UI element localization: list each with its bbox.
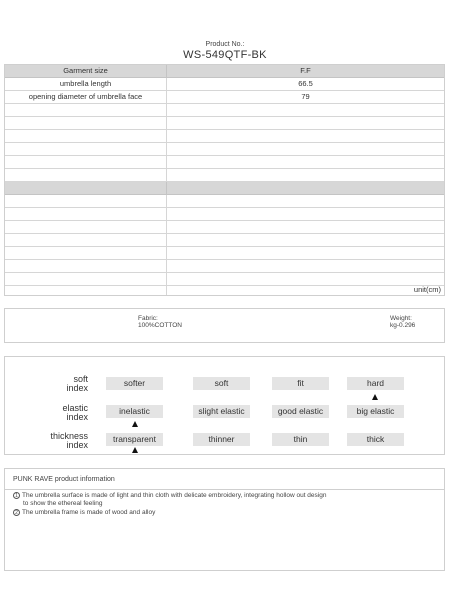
table-row [5, 91, 444, 104]
row-label [5, 260, 167, 272]
row-value-empty [167, 286, 444, 295]
note-2 [13, 509, 155, 517]
row-label [5, 117, 167, 129]
note-1-line1: The umbrella surface is made of light and thin cloth with delicate embroidery, integrating hollow out design [22, 492, 327, 499]
row-value [167, 208, 444, 220]
row-label [5, 182, 167, 194]
thickness-option-thin: thin [272, 433, 329, 446]
row-value [167, 117, 444, 129]
row-label [5, 234, 167, 246]
row-label [5, 208, 167, 220]
table-row [5, 247, 444, 260]
elastic-option-big-elastic: big elastic [347, 405, 404, 418]
row-value: 79 [301, 92, 310, 101]
thickness-index-label-line1: thickness [50, 431, 88, 441]
soft-option-hard: hard [347, 377, 404, 390]
thickness-option-thinner: thinner [193, 433, 250, 446]
header-cell-size-value: F.F [300, 66, 311, 75]
row-value [167, 221, 444, 233]
table-row [5, 195, 444, 208]
table-row-shaded [5, 182, 444, 195]
row-label: opening diameter of umbrella face [5, 91, 167, 103]
table-row [5, 273, 444, 286]
size-table [4, 64, 445, 296]
thickness-option-thick: thick [347, 433, 404, 446]
thickness-index-label-line2: index [66, 440, 88, 450]
soft-option-soft: soft [193, 377, 250, 390]
row-value [167, 247, 444, 259]
table-row-unit [5, 286, 444, 295]
thickness-selected-marker-icon [132, 447, 138, 453]
row-label [5, 195, 167, 207]
elastic-index-label-line2: index [66, 412, 88, 422]
row-value [167, 169, 444, 181]
row-label [5, 143, 167, 155]
note-1-continued: to show the ethereal feeling [23, 500, 103, 507]
table-row [5, 260, 444, 273]
table-row [5, 234, 444, 247]
elastic-index-label [28, 404, 88, 422]
row-label [5, 221, 167, 233]
product-number: WS-549QTF-BK [183, 49, 267, 61]
soft-index-label-line2: index [66, 383, 88, 393]
product-no-label: Product No.: [205, 41, 245, 48]
note-2-number: 2 [13, 509, 20, 516]
elastic-selected-marker-icon [132, 421, 138, 427]
table-row [5, 156, 444, 169]
row-value: 66.5 [298, 79, 313, 88]
row-label [5, 104, 167, 116]
header-cell-garment-size: Garment size [5, 65, 167, 77]
note-1-number: 1 [13, 492, 20, 499]
product-info-title: PUNK RAVE product information [13, 476, 115, 483]
row-value [167, 182, 444, 194]
soft-option-softer: softer [106, 377, 163, 390]
soft-index-label [28, 375, 88, 393]
table-row [5, 78, 444, 91]
fabric-label: Fabric: [138, 315, 158, 322]
table-row [5, 169, 444, 182]
row-label [5, 156, 167, 168]
soft-index-label-line1: soft [73, 374, 88, 384]
index-box [4, 356, 445, 455]
weight-label: Weight: [390, 315, 412, 322]
unit-label: unit(cm) [413, 285, 441, 294]
fabric-weight-box [4, 308, 445, 343]
row-value [167, 234, 444, 246]
table-row [5, 117, 444, 130]
note-2-line1: The umbrella frame is made of wood and alloy [22, 509, 156, 516]
row-value [167, 260, 444, 272]
row-value [167, 156, 444, 168]
row-label [5, 247, 167, 259]
note-1 [13, 492, 326, 500]
thickness-option-transparent: transparent [106, 433, 163, 446]
fabric-value: 100%COTTON [138, 322, 182, 329]
row-label [5, 273, 167, 285]
row-value [167, 104, 444, 116]
row-label: umbrella length [5, 78, 167, 90]
row-value [167, 143, 444, 155]
soft-option-fit: fit [272, 377, 329, 390]
elastic-option-slight-elastic: slight elastic [193, 405, 250, 418]
elastic-index-label-line1: elastic [62, 403, 88, 413]
table-row [5, 104, 444, 117]
row-value [167, 195, 444, 207]
elastic-option-good-elastic: good elastic [272, 405, 329, 418]
table-row [5, 208, 444, 221]
row-value [167, 273, 444, 285]
table-row [5, 221, 444, 234]
row-label-empty [5, 286, 167, 295]
thickness-index-label [28, 432, 88, 450]
soft-selected-marker-icon [372, 394, 378, 400]
table-row [5, 130, 444, 143]
size-table-header-row [5, 65, 444, 78]
product-info-box [4, 468, 445, 571]
table-row [5, 143, 444, 156]
elastic-option-inelastic: inelastic [106, 405, 163, 418]
weight-value: kg-0.296 [390, 322, 416, 329]
product-info-divider [5, 489, 444, 490]
row-label [5, 169, 167, 181]
row-value [167, 130, 444, 142]
row-label [5, 130, 167, 142]
